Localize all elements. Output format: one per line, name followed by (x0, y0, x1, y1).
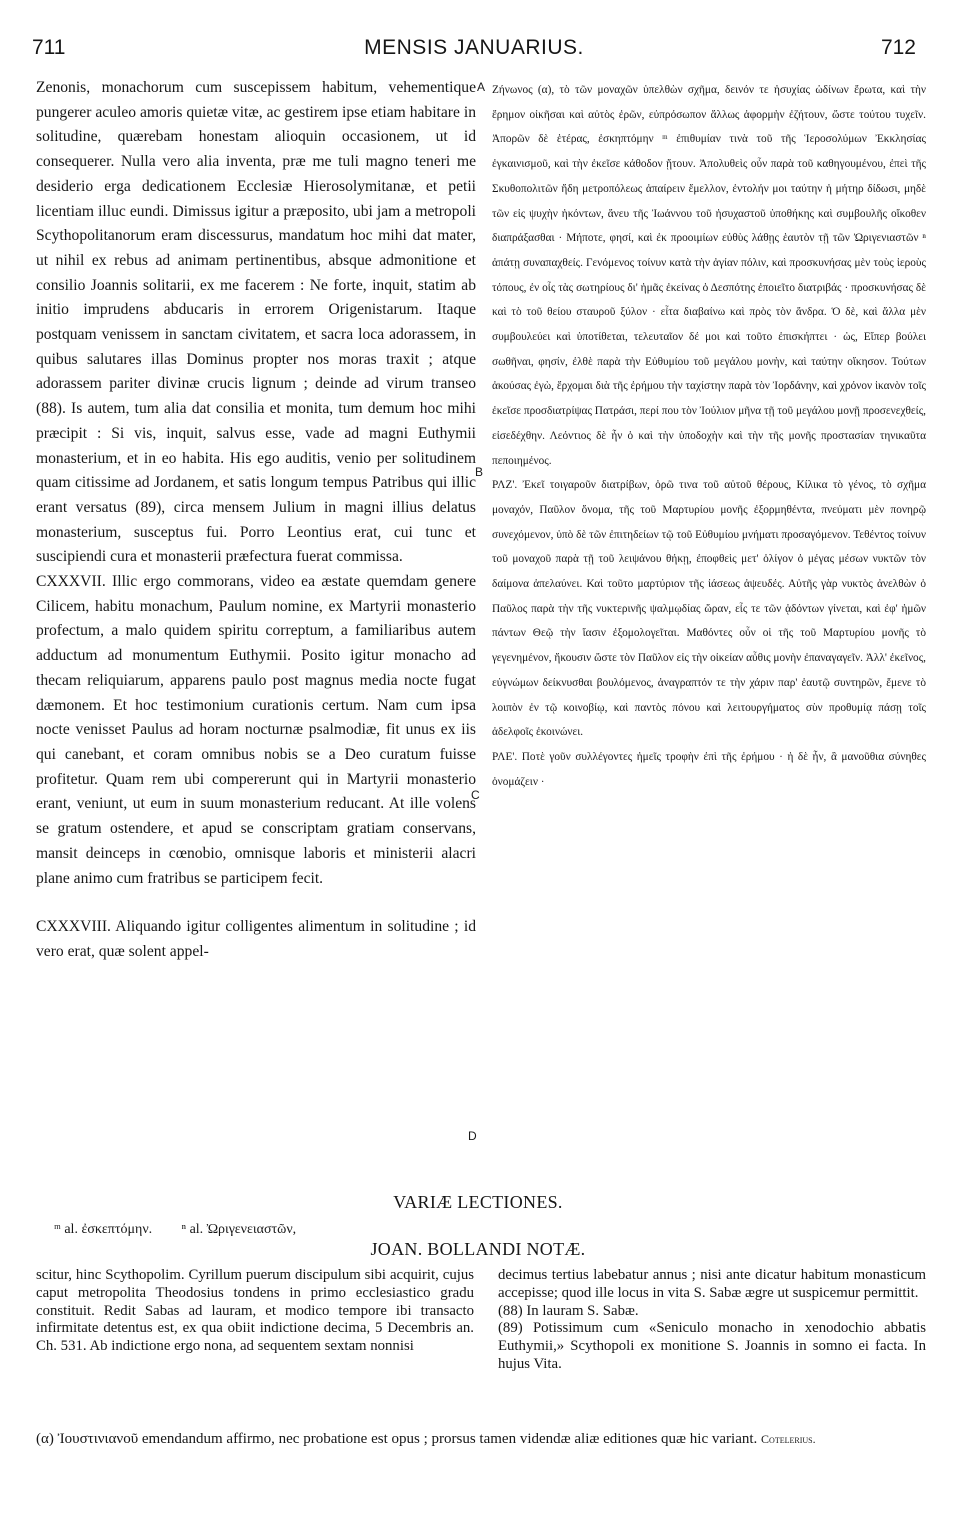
page-number-right: 712 (880, 36, 916, 59)
paragraph-gap (36, 891, 476, 915)
margin-letter: A (477, 80, 486, 94)
greek-paragraph: ΡΛΕ'. Ποτὲ γοῦν συλλέγοντες ἡμεῖς τροφὴν ἐπὶ τῆς ἐρήμου · ἡ δὲ ἦν, ἃ μανοῦθια σύνηθες ὀνομάζειν · (492, 750, 926, 788)
variae-lectiones-heading: VARIÆ LECTIONES. (393, 1192, 563, 1212)
variant-reading: ᵐ al. ἐσκεπτόμην. (54, 1222, 153, 1237)
footnote-text: (α) Ἰουστινιανοῦ emendandum affirmo, nec probatione est opus ; prorsus tamen videndæ aliæ editiones quæ hic variant. (36, 1431, 758, 1447)
variant-reading: ⁿ al. Ὠριγενειαστῶν, (181, 1222, 297, 1237)
note-text: (89) Potissimum cum «Seniculo monacho in xenodochio abbatis Euthymii,» Scythopoli ex monitione S. Joannis in somno ei facta. In hujus Vita. (498, 1320, 926, 1372)
latin-paragraph: CXXXVIII. Aliquando igitur colligentes alimentum in solitudine ; id vero erat, quæ solent appel- (36, 918, 476, 960)
footnote (36, 1429, 926, 1450)
page-title: MENSIS JANUARIUS. (364, 36, 584, 59)
notes-left-column (36, 1267, 474, 1427)
greek-paragraph: Ζήνωνος (α), τὸ τῶν μοναχῶν ὑπελθὼν σχῆμα, δεινόν τε ἡσυχίας ὠδίνων ἔρωτα, καὶ τὴν ἔρημον οἰκῆσαι καὶ αὐτὸς ἐρῶν, εὐπρόσωπον ἄλλως ἀφορμὴν ἐζήτουν, ὥστε τούτου τυχεῖν. Ἀπορῶν δὲ ἑτέρας, ἐσκηπτόμην ᵐ ἐπιθυμίαν τινὰ τοῦ τῆς Ἱεροσολύμων Ἐκκλησίας ἐγκαινισμοῦ, καὶ τὴν ἐκεῖσε κάθοδον ᾔτουν. Ἀπολυθεὶς οὖν παρὰ τοῦ καθηγουμένου, ἐπεὶ τῆς Σκυθοπολιτῶν ἤδη μετροπόλεως ἀπαίρειν ἔμελλον, ἐντολήν μοι ταύτην ἡ μήτηρ δίδωσι, μηδὲ τῶν εἰς ψυχὴν ἡκόντων, ἄνευ τῆς Ἰωάννου τοῦ ἡσυχαστοῦ ὑποθήκης καὶ συμβουλῆς οἴκοθεν διαπράξασθαι · Μήποτε, φησί, καὶ ἐκ προοιμίων εὐθὺς λάθῃς ἑαυτὸν τῇ τῶν Ὠριγενιαστῶν ⁿ ἀπάτῃ συναπαχθείς. Γενόμενος τοίνυν κατὰ τὴν ἁγίαν πόλιν, καὶ προσκυνήσας μὲν τοὺς ἱεροὺς τόπους, ἐν οἷς τὰς σωτηρίους δι' ἡμᾶς ἐκείνας ὁ Δεσπότης ἐποιεῖτο διατριβάς · προσκυνήσας δὲ καὶ τὸ τοῦ θείου σταυροῦ ξύλον · εἶτα διαβαίνω καὶ πρὸς τὸν ἄνδρα. Ὁ δὲ, καὶ ἄλλα μὲν συμβουλεύει καὶ ὑποτίθεται, τελευταῖον δέ μοι καὶ τοῦτο ἐπισκήπτει · ὡς, Εἴπερ βούλει σωθῆναι, φησίν, ἐλθὲ παρὰ τὴν Εὐθυμίου τοῦ μεγάλου μονὴν, καὶ ταύτην οἴκησον. Τούτων ἀκούσας ἐγὼ, ἔρχομαι διὰ τῆς ἐρήμου τὴν ταχίστην παρὰ τὸν Ἰορδάνην, καὶ χρόνον ἱκανὸν τοῖς ἐκεῖσε προσδιατρίψας Πατράσι, περί που τὸν Ἰούλιον μῆνα τῇ τοῦ μεγάλου μονῇ προσενεχθείς, εἰσεδέχθην. Λεόντιος δὲ ἦν ὁ καὶ τὴν ὑποδοχὴν καὶ τὴν τῆς μονῆς προστασίαν τηνικαῦτα πεποιημένος. (492, 84, 926, 467)
page-number-left: 711 (32, 36, 66, 59)
note-text: scitur, hinc Scythopolim. Cyrillum puerum discipulum sibi acquirit, cujus caput metropolita Theodosius tondens in primo ecclesiastico gradu constituit. Redit Sabas ad lauram, et modico tempore ibi transacto infirmitate detentus est, ex qua obiit indictione decima, 5 Decembris an. Ch. 531. Ab indictione ergo nona, ad sequentem sextam nonnisi (36, 1267, 474, 1355)
footnote-author: Cotelerius. (761, 1432, 816, 1446)
latin-paragraph: Zenonis, monachorum cum suscepissem habitum, vehementique pungerer aculeo amoris quietæ vitæ, ac gestirem ipse etiam habitare in solitudine, quærebam honestam alioquin occasionem, ut id consequerer. Nulla vero alia inventa, præ me tuli magno teneri me desiderio erga dedicationem Ecclesiæ Hierosolymitanæ, et petii licentiam illuc eundi. Dimissus igitur a præposito, ubi jam a metropoli Scythopolitanorum eram discessurus, mandatum hoc mihi dat mater, ut nihil ex rebus ad animam pertinentibus, absque admonitione et consilio Joannis solitarii, ex me facerem : Ne forte, inquit, statim ab initio imprudens abducaris in errorem Origenistarum. Itaque postquam venissem in sanctam civitatem, et sacra loca adorassem, in quibus salutares illas Dominus propter nos moras traxit ; atque adorassem pariter divinæ crucis lignum ; deinde ad virum transeo (88). Is autem, tum alia dat consilia et monita, tum demum hoc mihi præcipit : Si vis, inquit, salvus esse, vade ad magni Euthymii monasterium, et in eo habita. His ego auditis, venio per solitudinem quam citissime ad Jordanem, et satis longum tempus Patribus qui illic erant versatus (89), circa mensem Julium in magni illius delatus monasterium, susceptus fui. Porro Leontius erat, cui tunc et suscipiendi cura et monasterii præfectura fuerat commissa. (36, 79, 476, 566)
margin-letter: C (471, 788, 480, 802)
margin-letter: B (475, 465, 484, 479)
running-header (32, 36, 916, 66)
latin-column (36, 76, 476, 1222)
latin-paragraph: CXXXVII. Illic ergo commorans, video ea æstate quemdam genere Cilicem, habitu monachum, Paulum nomine, ex Martyrii monasterio profectum, a malo quidem spiritu correptum, a familiaribus autem adductum ad monumentum Euthymii. Posito igitur monacho ad thecam reliquiarum, apparens paulo post magnus media nocte fugat dæmonem. Et hoc testimonium curationis certum. Nam cum ipsa nocte venisset Paulus ad horam nocturnæ psalmodiæ, fit unus ex iis qui canebant, et coram omnibus nobis se a Deo curatum fuisse profitetur. Quam rem ubi compererunt qui in Martyrii monasterio erant, veniunt, ut eum in suum monasterium reducant. At ille volens se gratum ostendere, et apud se conscriptam gratiam conservans, mansit deinceps in cœnobio, omnisque laboris et ministerii alacri plane animo cum fratribus se participem fecit. (36, 573, 476, 887)
variae-lectiones (54, 1222, 554, 1238)
notes-right-column (498, 1267, 926, 1427)
note-text: (88) In lauram S. Sabæ. (498, 1302, 639, 1319)
note-text: decimus tertius labebatur annus ; nisi ante dicatur habitum monasticum accepisse; quod ille locus in vita S. Sabæ ægre ut suspicemur permittit. (498, 1267, 926, 1301)
greek-paragraph: ΡΛΖ'. Ἐκεῖ τοιγαροῦν διατρίβων, ὁρῶ τινα τοῦ αὐτοῦ θέρους, Κίλικα τὸ γένος, τὸ σχῆμα μοναχόν, Παῦλον ὄνομα, τῆς τοῦ Μαρτυρίου μονῆς ἐξορμηθέντα, πνεύματι μὲν πονηρῷ συνεχόμενον, ὑπὸ δὲ τῶν ἐπιτηδείων τῷ τοῦ Εὐθυμίου μνήματι προσαγόμενον. Τεθέντος τοίνυν τοῦ μοναχοῦ παρὰ τῇ τοῦ λειψάνου θήκῃ, ἐποφθεὶς μετ' ὀλίγον ὁ μέγας μέσων νυκτῶν τὸν δαίμονα ἀπελαύνει. Καὶ τοῦτο μαρτύριον τῆς ἰάσεως ἀψευδές. Αὐτῆς γὰρ νυκτὸς ἀνελθὼν ὁ Παῦλος παρὰ τὴν τῆς νυκτερινῆς ψαλμῳδίας ὥραν, εἷς τε τῶν ᾀδόντων γίνεται, καὶ ἐφ' ἡμῶν πάντων Θεῷ τὴν ἴασιν ἐξομολογεῖται. Μαθόντες οὖν οἱ τῆς τοῦ Μαρτυρίου μονῆς τὸ γεγενημένον, ἥκουσιν ὥστε τὸν Παῦλον εἰς τὴν οἰκείαν αὖθις μονὴν ἐπαναγαγεῖν. Ἀλλ' ἐκεῖνος, εὐγνώμων δείκνυσθαι βουλόμενος, ἀναγραπτόν τε τὴν χάριν παρ' ἑαυτῷ συντηρῶν, ἔμενε τὸ λοιπὸν ἐν τῷ κοινοβίῳ, καὶ παντὸς πόνου καὶ λειτουργήματος σὺν προθυμίᾳ πάσῃ τοῖς ἀδελφοῖς ἐκοινώνει. (492, 479, 926, 739)
margin-letter: D (468, 1129, 477, 1143)
greek-column (492, 78, 926, 1184)
notes-heading: JOAN. BOLLANDI NOTÆ. (370, 1239, 586, 1259)
